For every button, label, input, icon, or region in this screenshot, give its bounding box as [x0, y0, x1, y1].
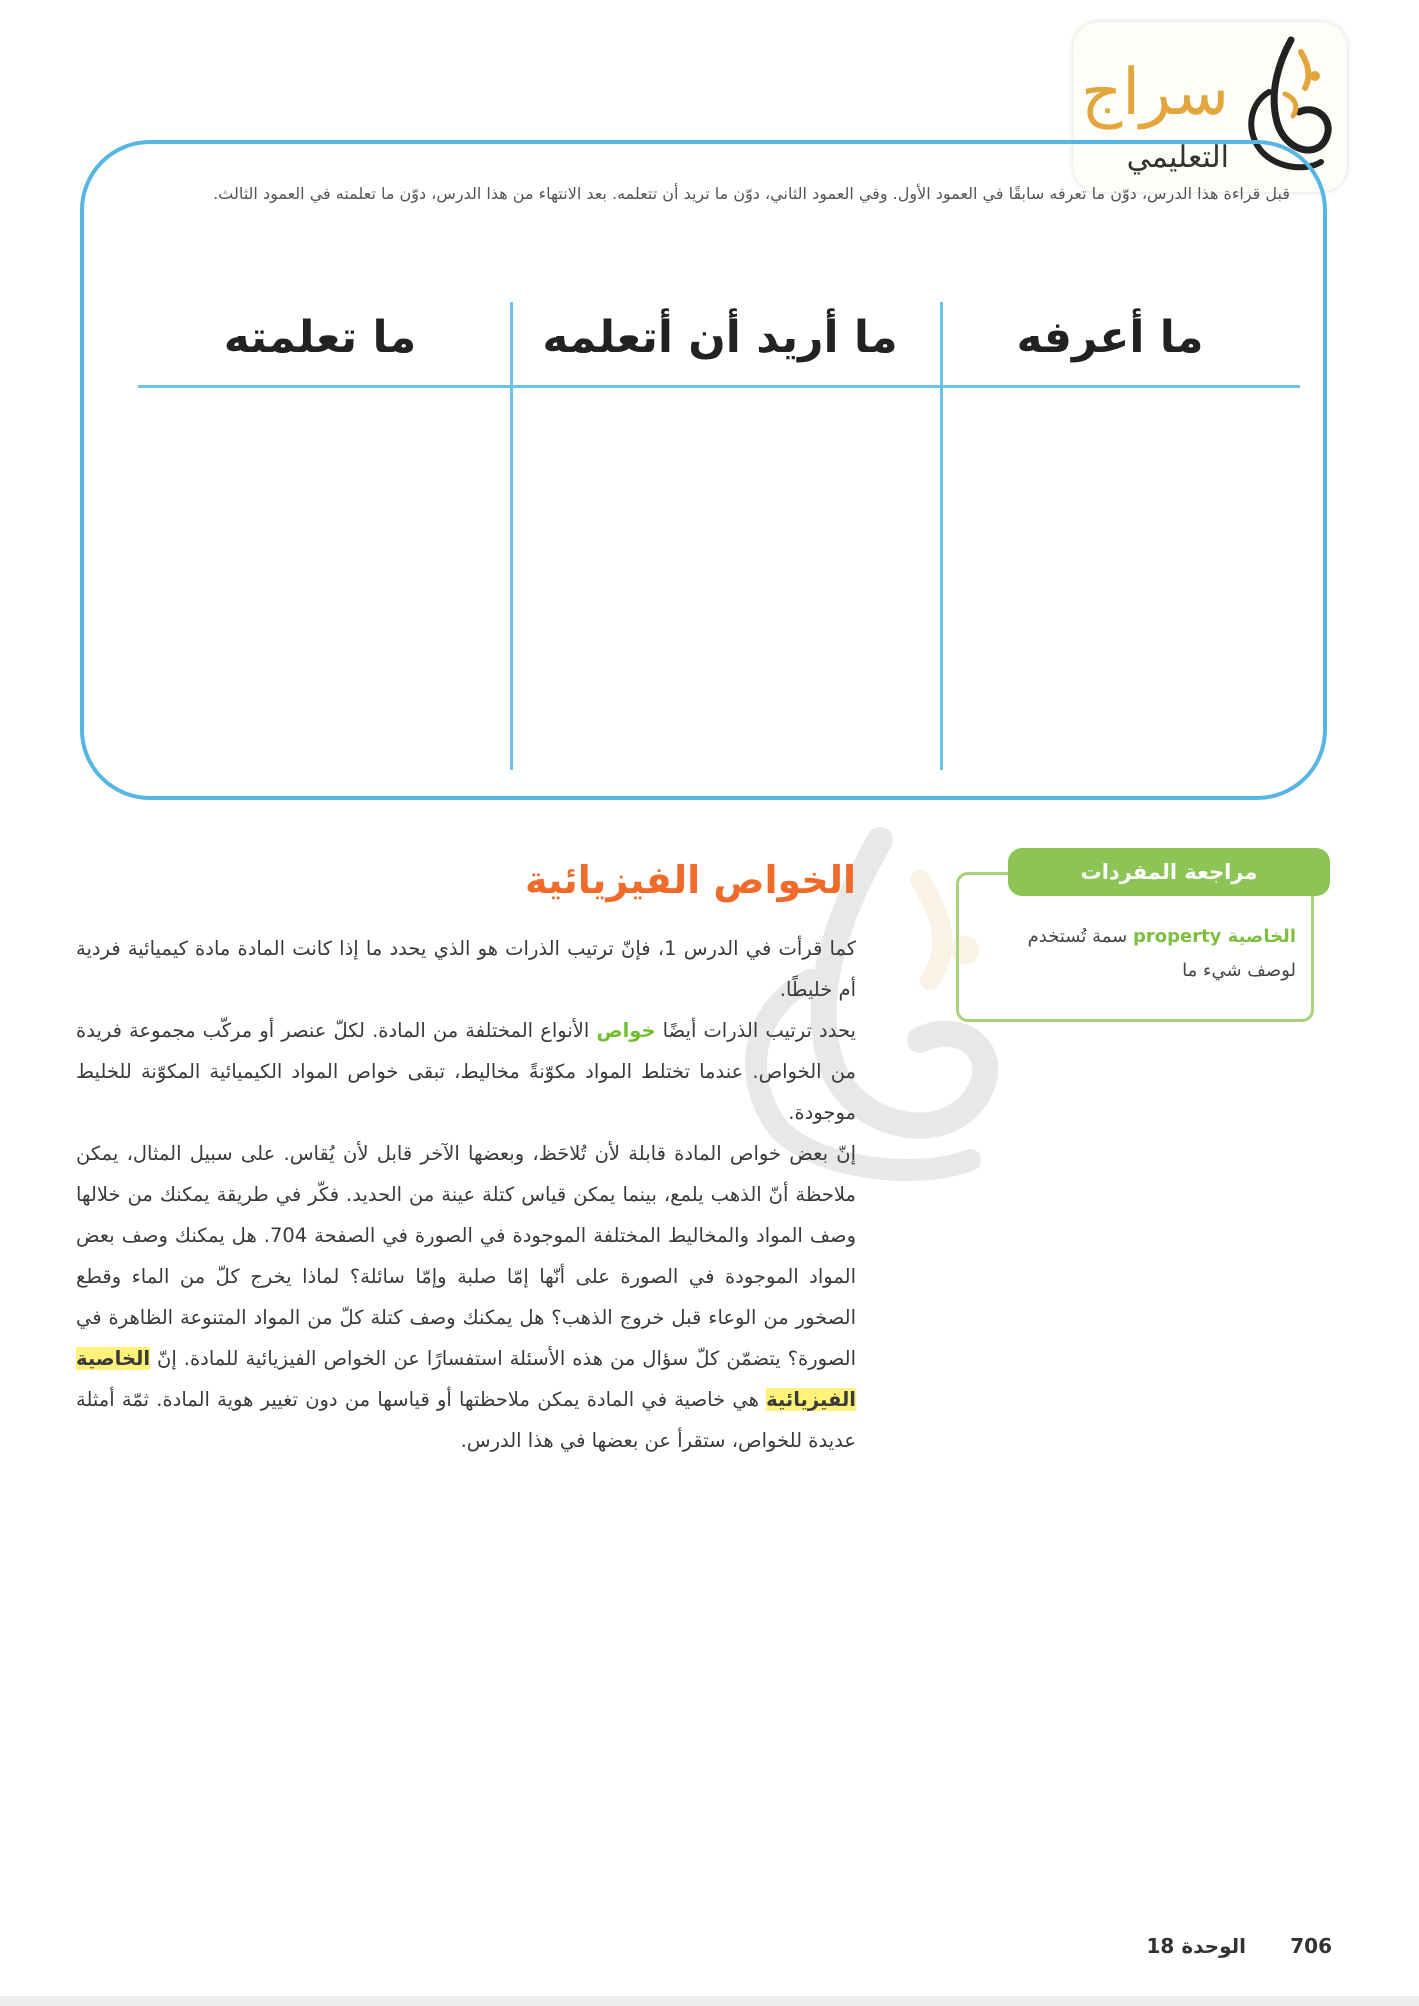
paragraph-physical-property [76, 1133, 856, 1461]
page-number: 706 [1290, 1934, 1332, 1958]
article-body [76, 928, 856, 1461]
kwl-cell-learned[interactable] [140, 392, 506, 764]
unit-label: الوحدة 18 [1146, 1934, 1246, 1958]
kwl-cell-want[interactable] [516, 392, 936, 764]
vocab-entry [1000, 920, 1296, 988]
vocab-term: الخاصية property [1132, 926, 1296, 947]
kwl-column-divider [510, 302, 513, 770]
kwl-cell-know[interactable] [946, 392, 1296, 764]
section-title: الخواص الفيزيائية [524, 858, 856, 902]
kwl-header-divider [138, 385, 1300, 388]
paragraph-text: يحدد ترتيب الذرات أيضًا [655, 1019, 856, 1042]
kwl-column-want: ما أريد أن أتعلمه [542, 312, 898, 363]
kwl-column-divider [940, 302, 943, 770]
paragraph-text: إنّ بعض خواص المادة قابلة لأن تُلاحَظ، وبعضها الآخر قابل لأن يُقاس. على سبيل المثال، يمكن ملاحظة أنّ الذهب يلمع، بينما يمكن قياس كتلة عينة من الحديد. فكّر في طريقة يمكنك من خلالها وصف المواد والمخاليط المختلفة الموجودة في الصورة في الصفحة 704. هل يمكنك وصف بعض المواد الموجودة في الصورة على أنّها إمّا صلبة وإمّا سائلة؟ لماذا يخرج كلّ من الماء وقطع الصخور من الوعاء قبل خروج الذهب؟ هل يمكنك وصف كتلة كلّ من المواد المتنوعة الظاهرة في الصورة؟ يتضمّن كلّ سؤال من هذه الأسئلة استفسارًا عن الخواص الفيزيائية للمادة. إنّ [76, 1142, 856, 1370]
logo-name: سراج [1080, 56, 1229, 130]
paragraph-text: هي خاصية في المادة يمكن ملاحظتها أو قياسها من دون تغيير هوية المادة. ثمّة أمثلة عديدة للخواص، ستقرأ عن بعضها في هذا الدرس. [76, 1388, 856, 1452]
keyword-properties: خواص [596, 1019, 656, 1042]
keyword-physical-property: الخاصية الفيزيائية [76, 1347, 856, 1411]
paragraph-properties [76, 1010, 856, 1133]
logo-subtitle: التعليمي [1126, 140, 1229, 175]
kwl-column-learned: ما تعلمته [223, 312, 417, 363]
vocab-definition: سمة تُستخدم لوصف شيء ما [1027, 926, 1296, 981]
kwl-column-know: ما أعرفه [1016, 312, 1204, 363]
vocab-review-header: مراجعة المفردات [1008, 848, 1330, 896]
paragraph-intro: كما قرأت في الدرس 1، فإنّ ترتيب الذرات هو الذي يحدد ما إذا كانت المادة مادة كيميائية فردية أم خليطًا. [76, 937, 857, 1001]
kwl-instructions: قبل قراءة هذا الدرس، دوّن ما تعرفه سابقًا في العمود الأول. وفي العمود الثاني، دوّن ما تريد أن تتعلمه. بعد الانتهاء من هذا الدرس، دوّن ما تعلمته في العمود الثالث. [213, 184, 1290, 203]
page-bottom-edge [0, 1996, 1419, 2006]
page-footer [1100, 1934, 1332, 1966]
paragraph-text: الأنواع المختلفة من المادة. لكلّ عنصر أو مركّب مجموعة فريدة من الخواص. عندما تختلط المواد مكوّنةً مخاليط، تبقى خواص المواد الكيميائية المكوّنة للخليط موجودة. [76, 1019, 856, 1124]
